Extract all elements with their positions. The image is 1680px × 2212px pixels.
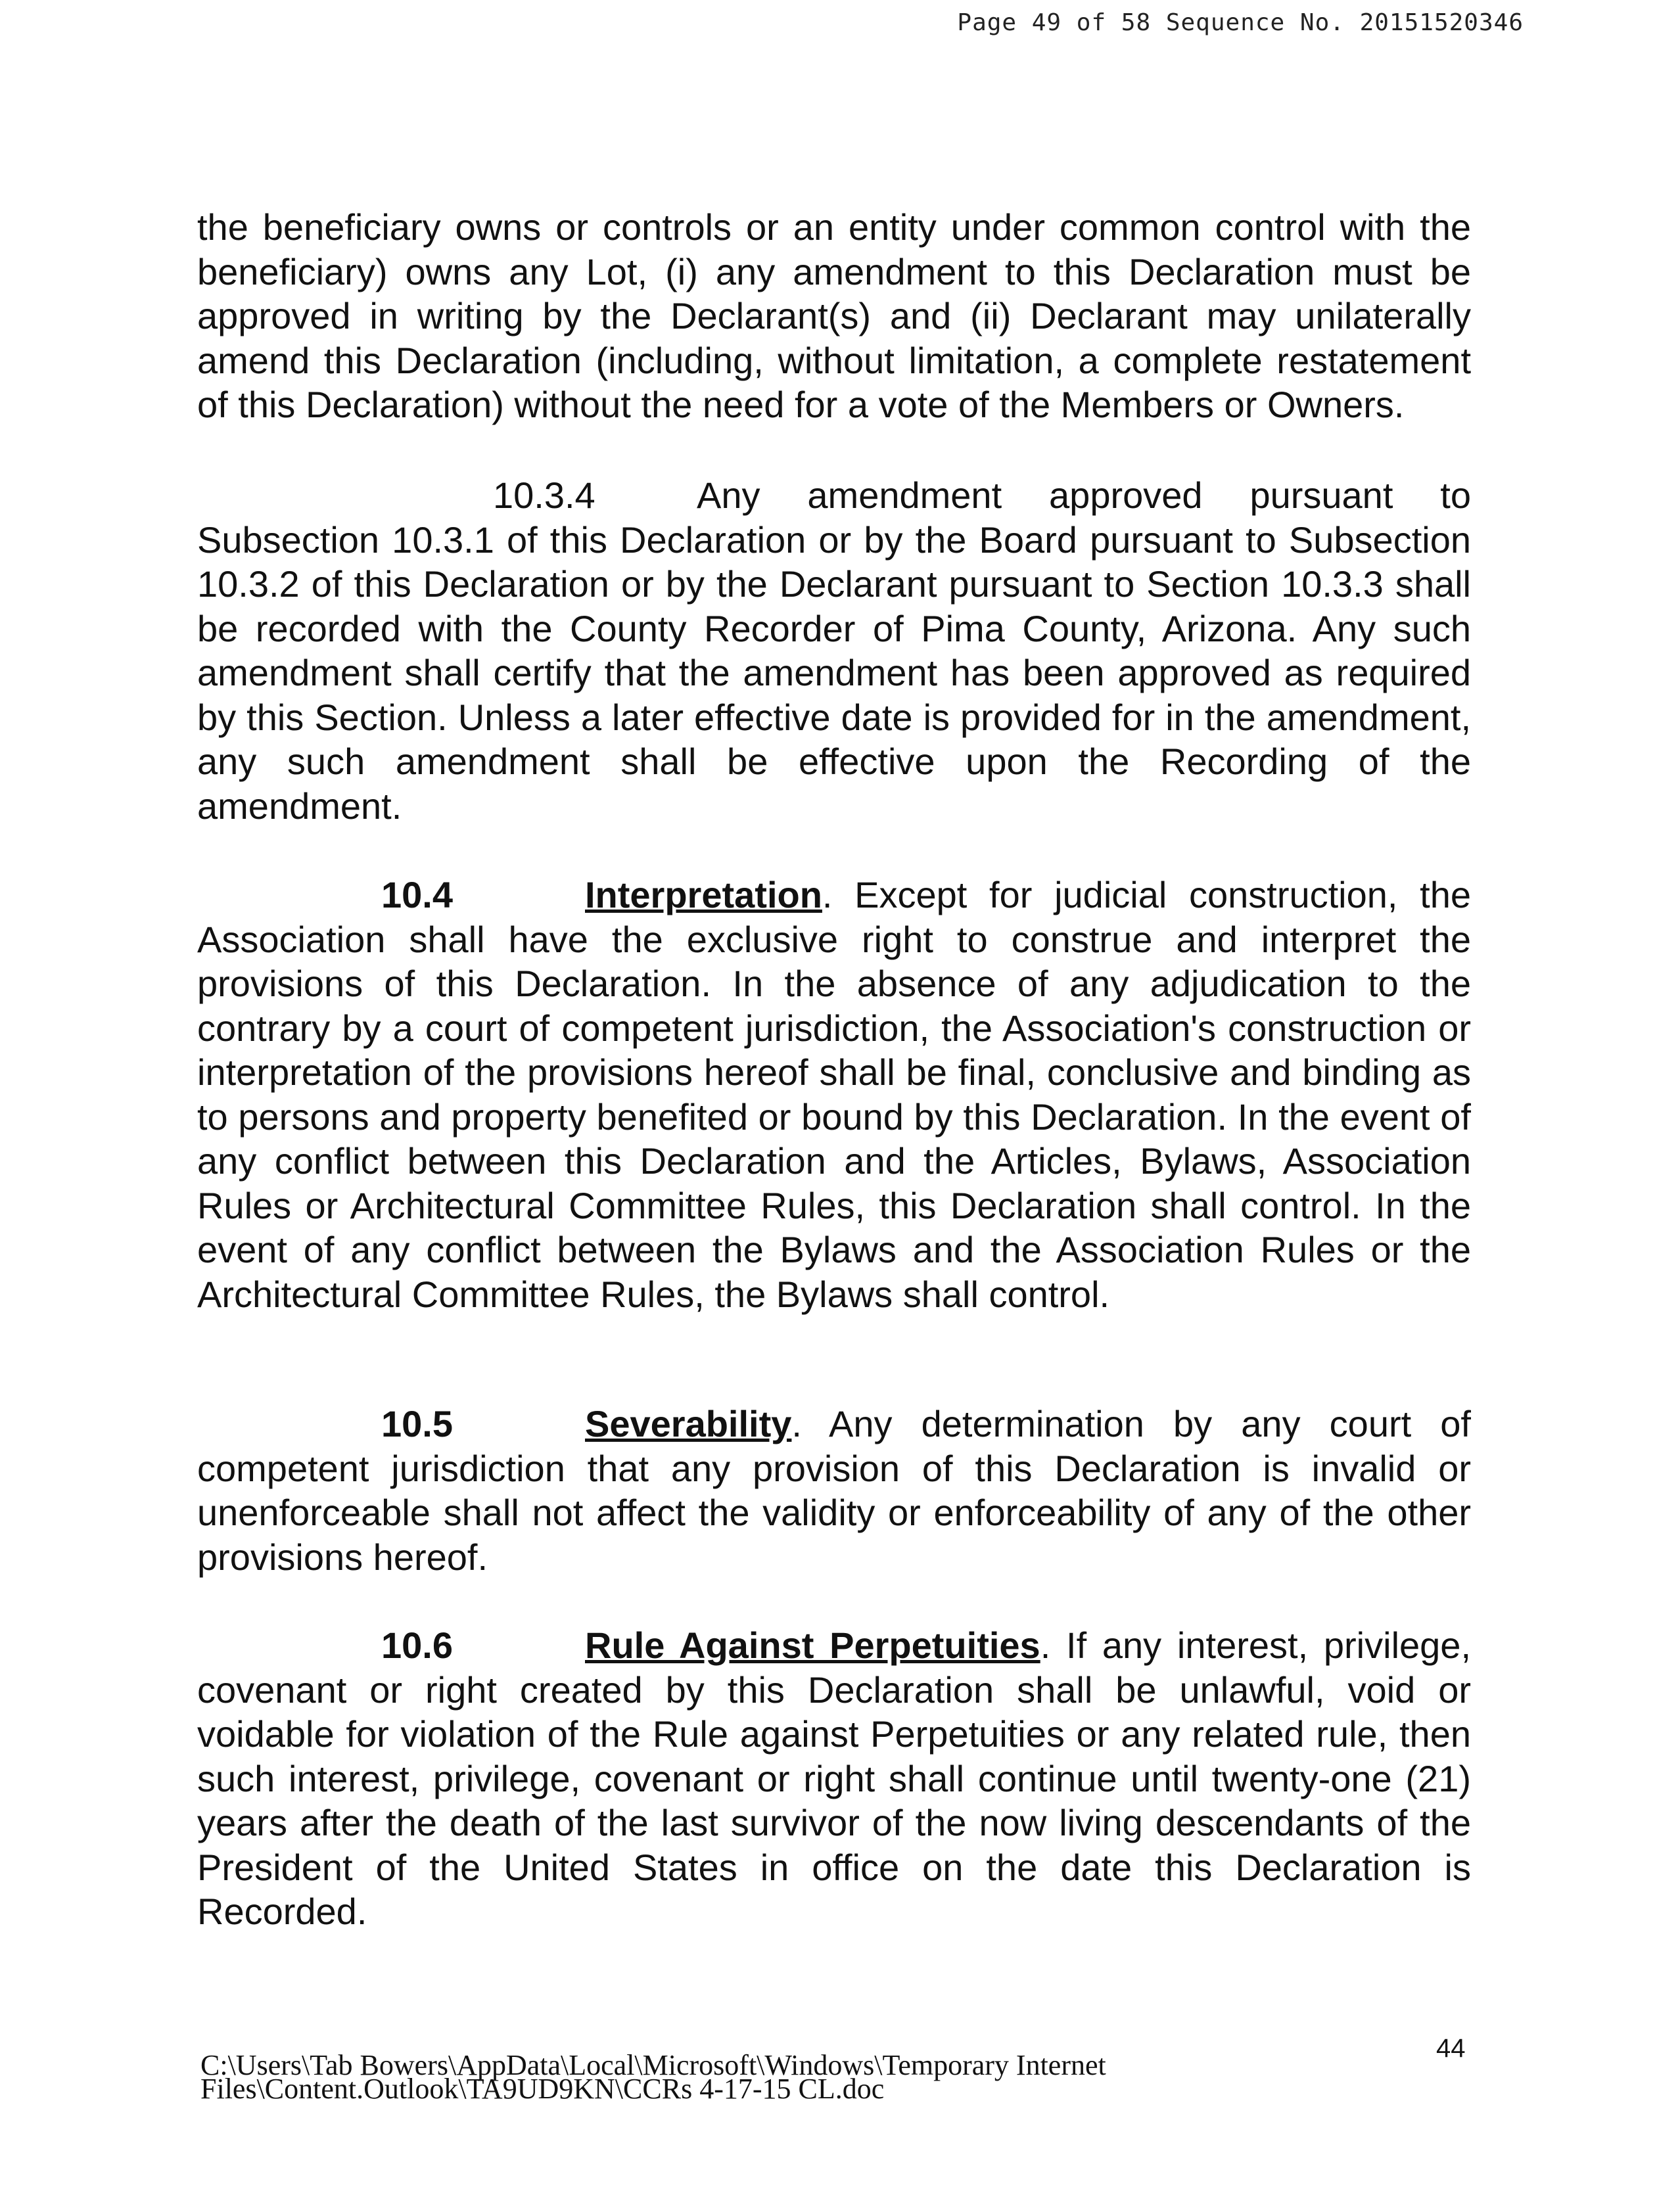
section-number: 10.5 <box>381 1403 453 1444</box>
section-10-4-paragraph <box>197 873 1471 1316</box>
section-title: Rule Against Perpetuities <box>585 1624 1040 1666</box>
section-10-5-paragraph <box>197 1402 1471 1579</box>
section-10-3-4-paragraph <box>197 473 1471 828</box>
continuation-paragraph: the beneficiary owns or controls or an entity under common control with the beneficiary) owns any Lot, (i) any amendment to this Declaration must be approved in writing by the Declarant(s) and (ii) Declarant may unilaterally amend this Declaration (including, without limitation, a complete restatement of this Declaration) without the need for a vote of the Members or Owners. <box>197 206 1471 425</box>
section-number: 10.3.4 <box>493 474 595 516</box>
page-number: 44 <box>1436 2034 1466 2063</box>
file-path-footer <box>200 2049 1106 2105</box>
section-10-6-paragraph <box>197 1623 1471 1934</box>
file-path-line-1: C:\Users\Tab Bowers\AppData\Local\Microsoft\Windows\Temporary Internet <box>200 2049 1106 2081</box>
section-text: . Except for judicial construction, the Association shall have the exclusive right to construe and interpret the provisions of this Declaration. In the absence of any adjudication to the contrary by a court of competent jurisdiction, the Association's construction or interpretation of the provisions hereof shall be final, conclusive and binding as to persons and property benefited or bound by this Declaration. In the event of any conflict between this Declaration and the Articles, Bylaws, Association Rules or Architectural Committee Rules, this Declaration shall control. In the event of any conflict between the Bylaws and the Association Rules or the Architectural Committee Rules, the Bylaws shall control. <box>197 874 1471 1315</box>
section-number: 10.6 <box>381 1624 453 1666</box>
section-text: . If any interest, privilege, covenant or right created by this Declaration shall be unlawful, void or voidable for violation of the Rule against Perpetuities or any related rule, then such interest, privilege, covenant or right shall continue until twenty-one (21) years after the death of the last survivor of the now living descendants of the President of the United States in office on the date this Declaration is Recorded. <box>197 1624 1472 1932</box>
page-sequence-header: Page 49 of 58 Sequence No. 20151520346 <box>957 9 1524 36</box>
section-title: Interpretation <box>585 874 822 915</box>
section-text: Any amendment approved pursuant to Subsection 10.3.1 of this Declaration or by the Board pursuant to Subsection 10.3.2 of this Declaration or by the Declarant pursuant to Section 10.3.3 shall be recorded with the County Recorder of Pima County, Arizona. Any such amendment shall certify that the amendment has been approved as required by this Section. Unless a later effective date is provided for in the amendment, any such amendment shall be effective upon the Recording of the amendment. <box>197 474 1471 827</box>
section-title: Severability <box>585 1403 792 1444</box>
file-path-line-2: Files\Content.Outlook\TA9UD9KN\CCRs 4-17-15 CL.doc <box>200 2073 885 2105</box>
section-text: . Any determination by any court of competent jurisdiction that any provision of this Declaration is invalid or unenforceable shall not affect the validity or enforceability of any of the other provisions hereof. <box>197 1403 1471 1578</box>
section-number: 10.4 <box>381 874 453 915</box>
